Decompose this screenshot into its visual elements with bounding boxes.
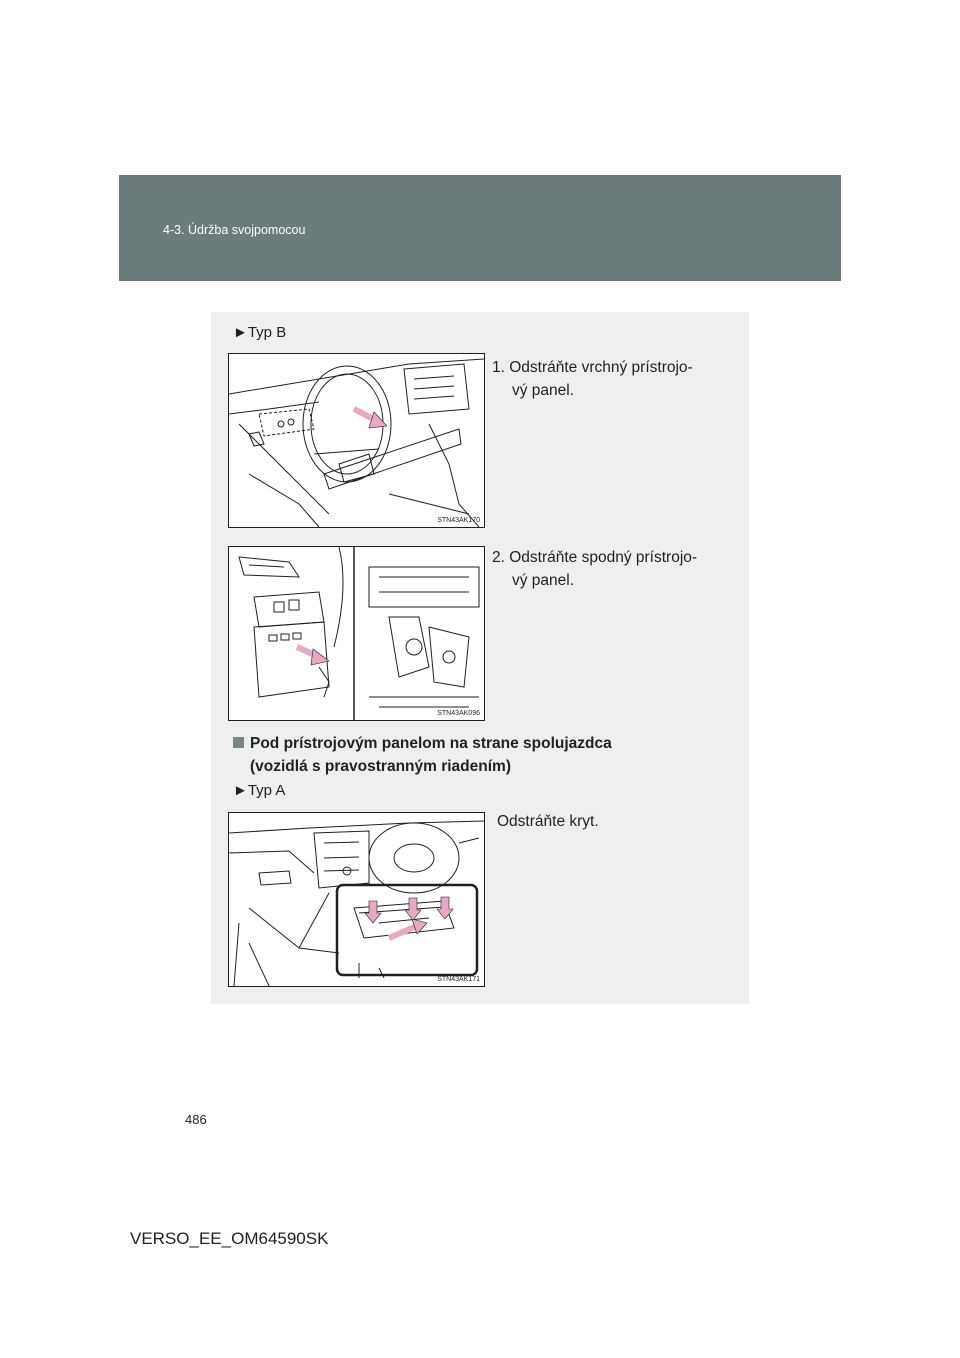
section-title: 4-3. Údržba svojpomocou — [163, 223, 306, 237]
type-b-label: ►Typ B — [233, 324, 287, 341]
figure-3-code: STN43AK171 — [437, 976, 480, 983]
page-number: 486 — [185, 1112, 207, 1127]
document-code: VERSO_EE_OM64590SK — [130, 1229, 329, 1248]
upper-instrument-panel-removal-illustration — [229, 354, 484, 527]
figure-1-code: STN43AK170 — [437, 517, 480, 524]
step-1-continuation: vý panel. — [512, 382, 575, 399]
figure-upper-panel — [228, 353, 485, 528]
step-2-line: 2. Odstráňte spodný prístrojo- — [492, 549, 698, 566]
content-panel — [211, 312, 749, 1004]
header-bar — [119, 175, 841, 281]
step-2-text — [492, 546, 728, 592]
step-1-text — [492, 356, 728, 402]
figure-lower-panel — [228, 546, 485, 721]
heading-line-1: Pod prístrojovým panelom na strane spolujazdca — [250, 735, 612, 752]
step-2-continuation: vý panel. — [512, 572, 575, 589]
type-a-step: Odstráňte kryt. — [497, 813, 599, 830]
figure-2-code: STN43AK096 — [437, 710, 480, 717]
figure-passenger-cover — [228, 812, 485, 987]
step-1-line: 1. Odstráňte vrchný prístrojo- — [492, 359, 693, 376]
passenger-side-cover-removal-illustration — [229, 813, 484, 986]
lower-instrument-panel-removal-illustration — [229, 547, 484, 720]
section-heading — [233, 732, 612, 778]
square-bullet-icon — [233, 737, 244, 748]
type-a-label: ►Typ A — [233, 782, 286, 799]
heading-line-2: (vozidlá s pravostranným riadením) — [250, 758, 511, 775]
